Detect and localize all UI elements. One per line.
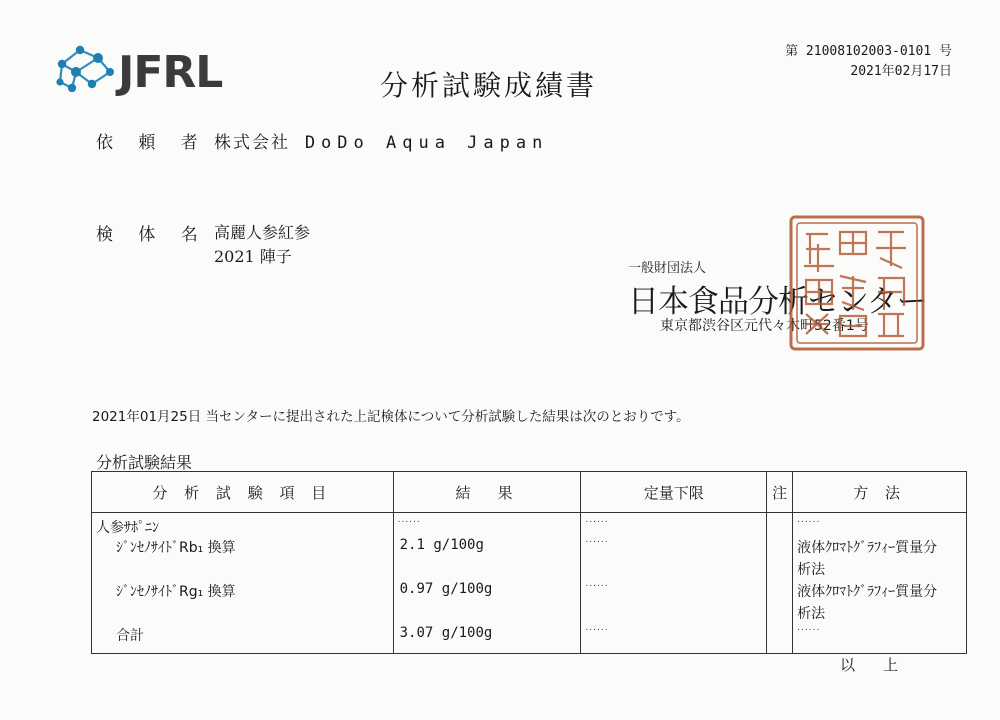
dotted-leader: ...... xyxy=(585,579,609,589)
header-method: 方 法 xyxy=(793,472,967,513)
dotted-leader: ...... xyxy=(585,515,609,525)
table-header-row xyxy=(92,472,967,513)
sample-sub: 2021 陣子 xyxy=(214,247,292,266)
item-cell xyxy=(92,513,394,654)
header-note: 注 xyxy=(767,472,793,513)
row-result: 0.97 g/100g xyxy=(399,581,493,597)
jfrl-logo-icon xyxy=(52,42,118,98)
row-item: 合計 xyxy=(116,628,144,644)
requester-label: 依 頼 者 xyxy=(96,133,208,153)
row-method: 液体ｸﾛﾏﾄｸﾞﾗﾌｨｰ質量分 xyxy=(797,584,938,600)
dotted-leader: ...... xyxy=(797,623,821,633)
issuer-org-type: 一般財団法人 xyxy=(628,261,707,276)
sample-label: 検 体 名 xyxy=(96,225,208,245)
row-method: 液体ｸﾛﾏﾄｸﾞﾗﾌｨｰ質量分 xyxy=(797,540,938,556)
requester-value xyxy=(214,128,548,153)
results-table xyxy=(91,471,967,654)
document-title: 分析試験成績書 xyxy=(380,69,598,102)
row-item: ｼﾞﾝｾﾉｻｲﾄﾞRg₁ 換算 xyxy=(116,584,236,600)
dotted-leader: ...... xyxy=(397,515,421,525)
closing-mark: 以上 xyxy=(840,656,927,674)
note-cell xyxy=(767,513,793,654)
logo-wordmark: JFRL xyxy=(118,47,223,98)
dotted-leader: ...... xyxy=(585,535,609,545)
issuer-org-name: 日本食品分析センター xyxy=(628,284,927,320)
official-seal-icon xyxy=(788,214,926,352)
row-result: 2.1 g/100g xyxy=(399,537,484,553)
row-result: 3.07 g/100g xyxy=(399,625,493,641)
dotted-leader: ...... xyxy=(797,515,821,525)
document-date: 2021年02月17日 xyxy=(850,64,952,79)
section-title: 分析試験結果 xyxy=(96,453,193,472)
result-cell xyxy=(393,513,581,654)
row-method-cont: 析法 xyxy=(797,562,826,578)
table-row xyxy=(92,513,967,654)
header-result: 結 果 xyxy=(393,472,581,513)
row-item: ｼﾞﾝｾﾉｻｲﾄﾞRb₁ 換算 xyxy=(116,540,236,556)
issuer-address: 東京都渋谷区元代々木町52番1号 xyxy=(660,318,869,334)
group-name: 人参ｻﾎﾟﾆﾝ xyxy=(96,520,159,536)
sample-name: 高麗人参紅参 xyxy=(214,223,311,242)
requester-company-name: DoDo Aqua Japan xyxy=(304,133,549,153)
dotted-leader: ...... xyxy=(585,623,609,633)
document-number: 第 21008102003-0101 号 xyxy=(785,44,952,59)
method-cell xyxy=(793,513,967,654)
header-limit: 定量下限 xyxy=(581,472,767,513)
limit-cell xyxy=(581,513,767,654)
row-method-cont: 析法 xyxy=(797,606,826,622)
requester-company-prefix: 株式会社 xyxy=(214,133,290,153)
statement-text: 2021年01月25日 当センターに提出された上記検体について分析試験した結果は次のとおりです。 xyxy=(92,409,690,425)
header-item: 分 析 試 験 項 目 xyxy=(92,472,394,513)
